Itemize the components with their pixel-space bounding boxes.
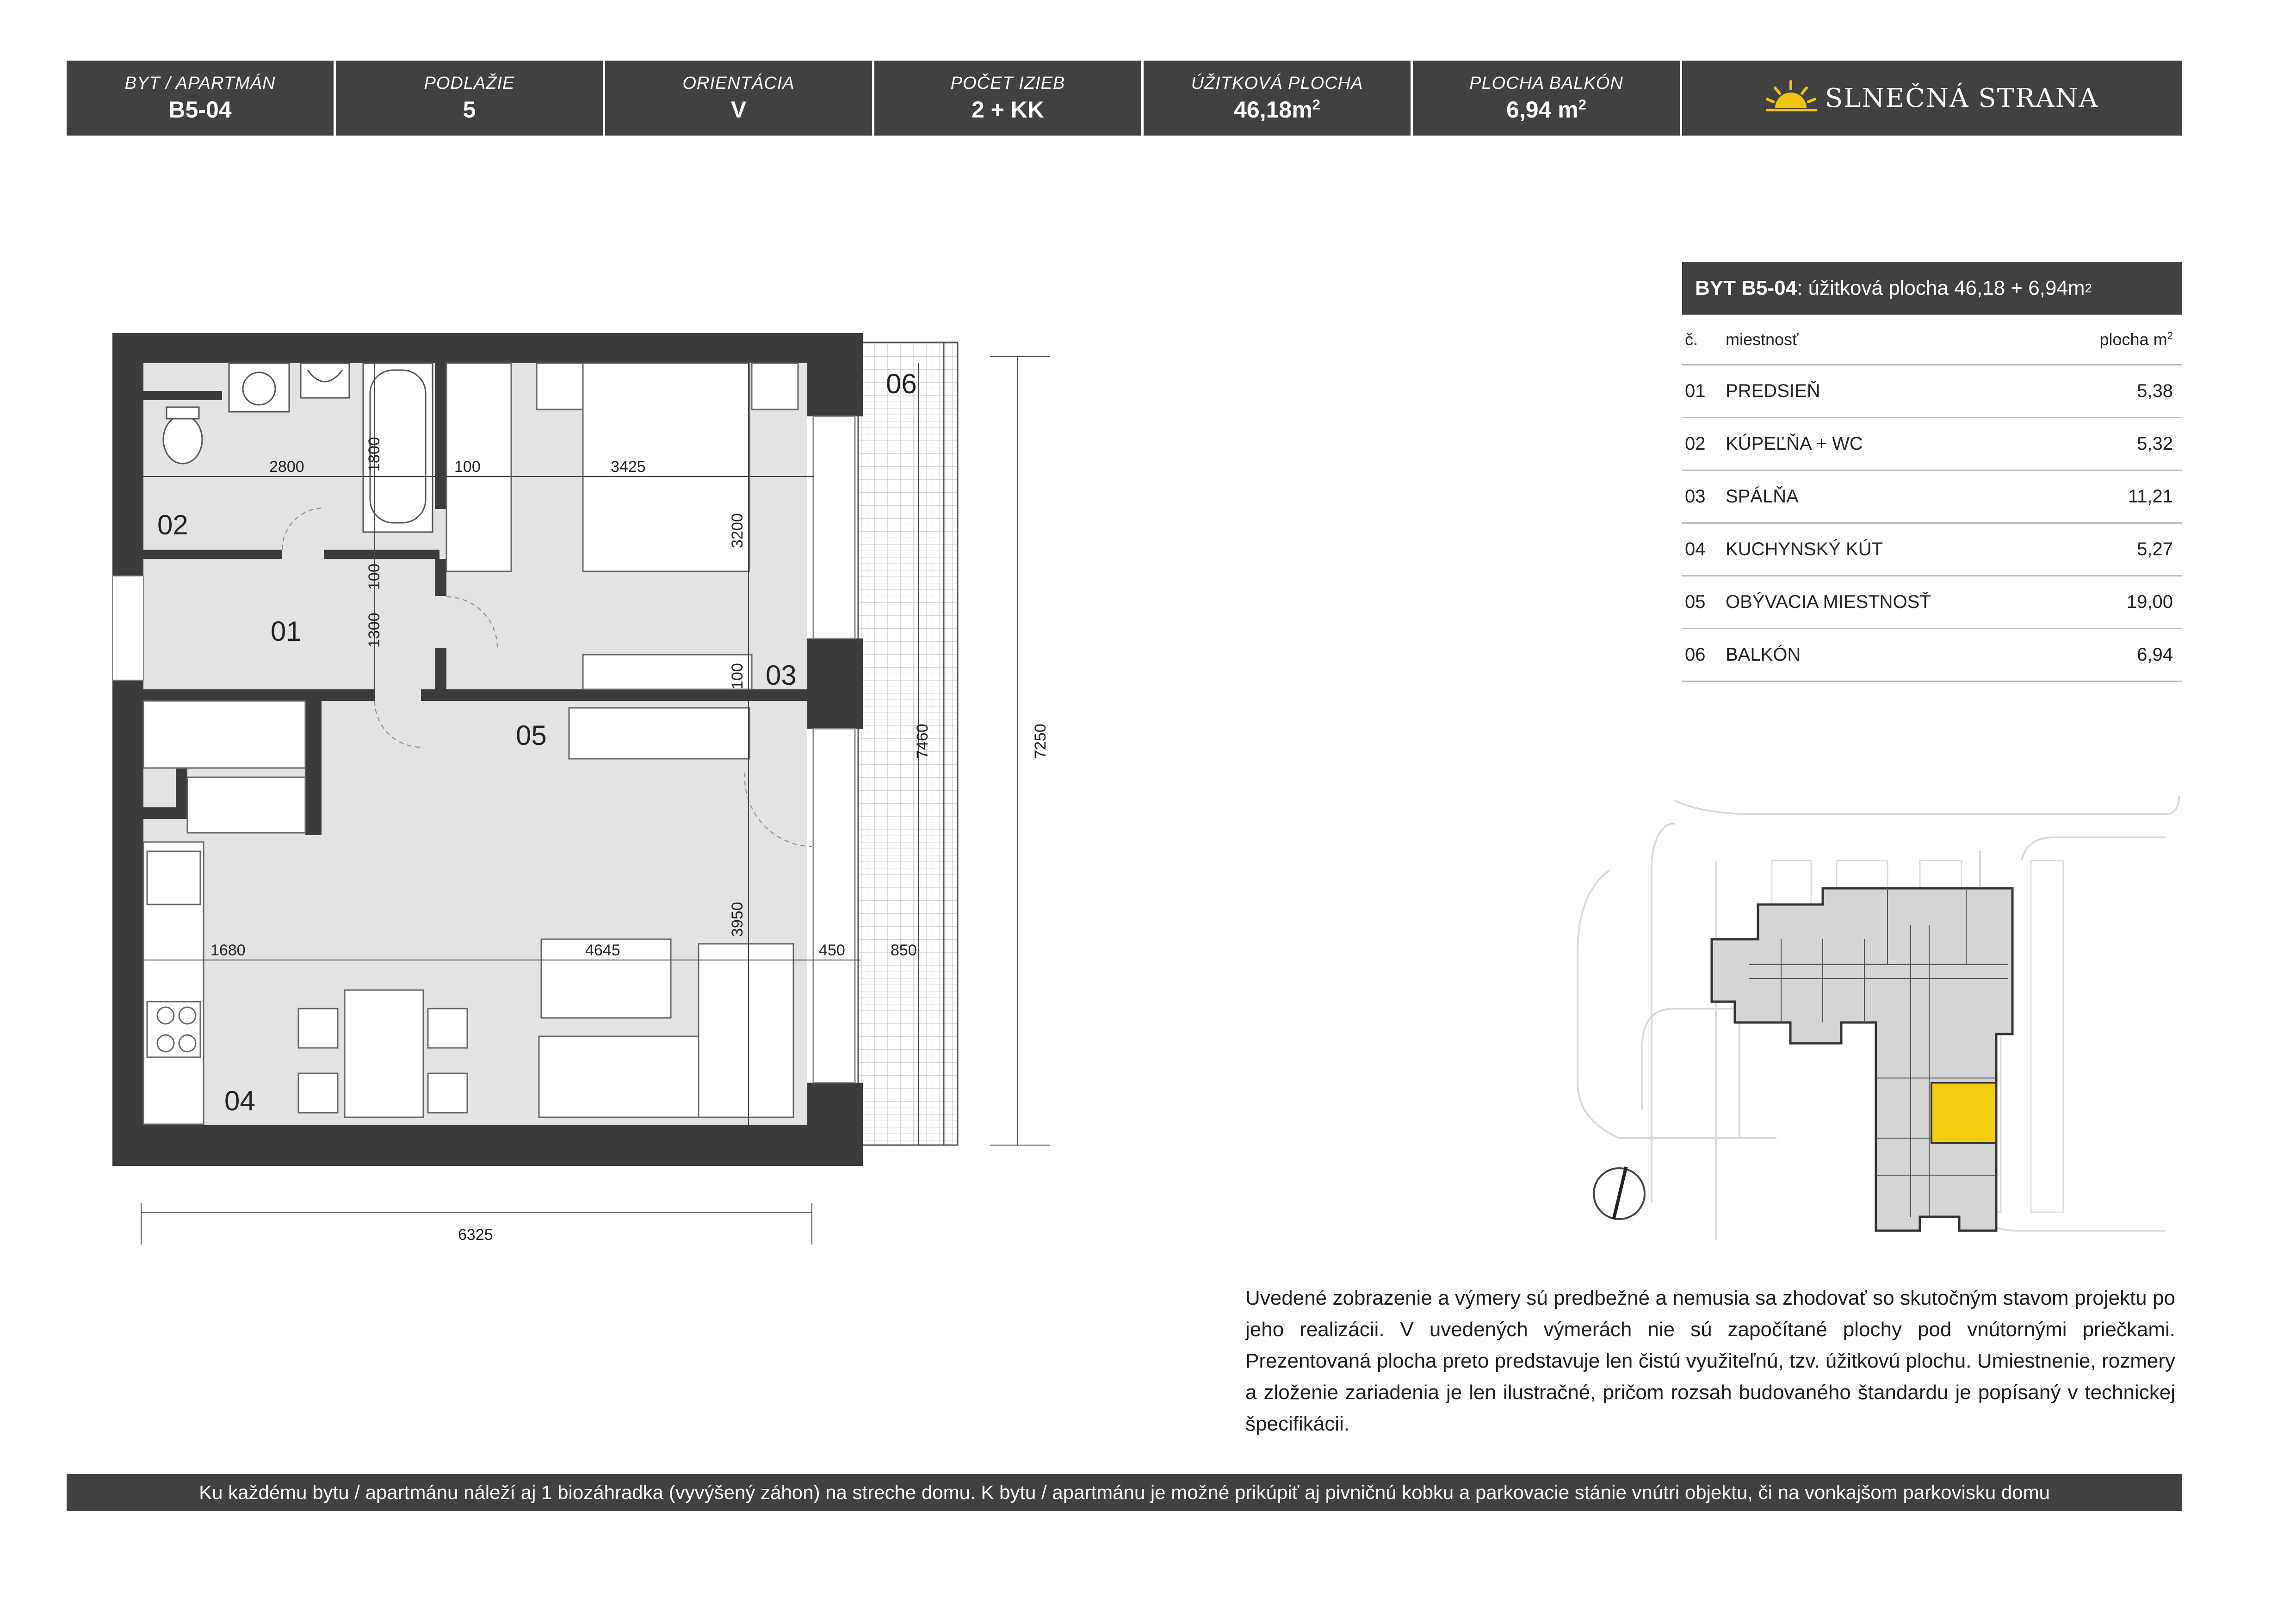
info-value: 2 + KK xyxy=(971,96,1044,123)
room-label-05: 05 xyxy=(516,720,547,751)
info-label: ÚŽITKOVÁ PLOCHA xyxy=(1191,73,1363,93)
dim-1300: 1300 xyxy=(365,613,383,648)
footer-bar: Ku každému bytu / apartmánu náleží aj 1 biozáhradka (vyvýšený záhon) na streche domu. K bytu / apartmánu je možné prikúpiť aj pivničnú kobku a parkovacie stánie vnútri objektu, či na vonkajšom parkovisku domu xyxy=(67,1474,2182,1511)
dim-100-a: 100 xyxy=(454,458,481,476)
dim-3950: 3950 xyxy=(729,902,746,937)
room-label-03: 03 xyxy=(766,660,797,691)
info-label: PODLAŽIE xyxy=(424,73,515,93)
dim-2800: 2800 xyxy=(269,458,304,476)
info-cell-usable-area xyxy=(1144,61,1413,136)
info-cell-balcony-area xyxy=(1413,61,1682,136)
table-row: 02 KÚPEĽŇA + WC 5,32 xyxy=(1682,418,2182,471)
table-header-row xyxy=(1682,315,2182,365)
info-value: 6,94 $m^2$ xyxy=(1506,96,1586,123)
info-label: POČET IZIEB xyxy=(950,73,1065,93)
brand-logo xyxy=(1682,61,2182,136)
room-label-06: 06 xyxy=(886,368,917,399)
room-label-02: 02 xyxy=(157,509,188,540)
disclaimer-text: Uvedené zobrazenie a výmery sú predbežné a nemusia sa zhodovať so skutočným stavom projektu po jeho realizácii. V uvedených výmerách nie sú započítané plochy pod vnútornými priečkami. Prezentovaná plocha preto predstavuje len čistú využiteľnú, tzv. úžitkovú plochu. Umiestnenie, rozmery a zloženie zariadenia je len ilustračné, pričom rozsah budovaného štandardu je popísaný v technickej špecifikácii. xyxy=(1245,1287,2175,1435)
dim-4645: 4645 xyxy=(585,942,620,959)
table-row: 01 PREDSIEŇ 5,38 xyxy=(1682,365,2182,418)
table-row: 06 BALKÓN 6,94 xyxy=(1682,629,2182,682)
building-footprint xyxy=(1712,888,2012,1231)
dim-7460: 7460 xyxy=(914,724,931,759)
room-label-04: 04 xyxy=(224,1085,255,1116)
table-row: 04 KUCHYNSKÝ KÚT 5,27 xyxy=(1682,524,2182,576)
info-label: ORIENTÁCIA xyxy=(682,73,795,93)
dim-1800: 1800 xyxy=(365,437,383,472)
col-header-no: č. xyxy=(1685,329,1698,349)
dim-100-b: 100 xyxy=(365,564,383,590)
dim-6325: 6325 xyxy=(458,1226,493,1244)
room-label-01: 01 xyxy=(271,616,302,647)
highlighted-apartment xyxy=(1931,1083,1996,1143)
floor-plan xyxy=(0,0,1110,1295)
dim-3425: 3425 xyxy=(611,458,646,476)
col-header-room: miestnosť xyxy=(1726,329,1799,349)
balcony xyxy=(858,342,958,1145)
windows xyxy=(813,416,855,1083)
brand-name: SLNEČNÁ STRANA xyxy=(1825,83,2099,113)
table-title: BYT B5-04 : úžitková plocha 46,18 + 6,94m 2 xyxy=(1682,262,2182,315)
dim-1680: 1680 xyxy=(210,942,246,959)
dim-850: 850 xyxy=(891,942,917,959)
dim-3200: 3200 xyxy=(729,513,746,548)
info-value: V xyxy=(730,96,747,123)
col-header-area: plocha $m^2$ xyxy=(2099,329,2173,349)
sun-icon xyxy=(1766,80,1817,117)
site-key-plan xyxy=(1564,787,2193,1249)
info-value: 5 xyxy=(463,96,476,123)
north-arrow-icon xyxy=(1594,1167,1645,1219)
info-label: BYT / APARTMÁN xyxy=(124,73,276,93)
dim-100-c: 100 xyxy=(729,663,746,689)
room-area-table xyxy=(1682,262,2182,682)
info-value: B5-04 xyxy=(168,96,232,123)
table-row: 05 OBÝVACIA MIESTNOSŤ 19,00 xyxy=(1682,576,2182,629)
info-value: $46,18m^2$ xyxy=(1234,96,1320,123)
dim-7250: 7250 xyxy=(1032,724,1049,759)
info-label: PLOCHA BALKÓN xyxy=(1469,73,1623,93)
table-row: 03 SPÁLŇA 11,21 xyxy=(1682,471,2182,524)
entrance-door xyxy=(112,576,143,680)
dim-450: 450 xyxy=(819,942,845,959)
